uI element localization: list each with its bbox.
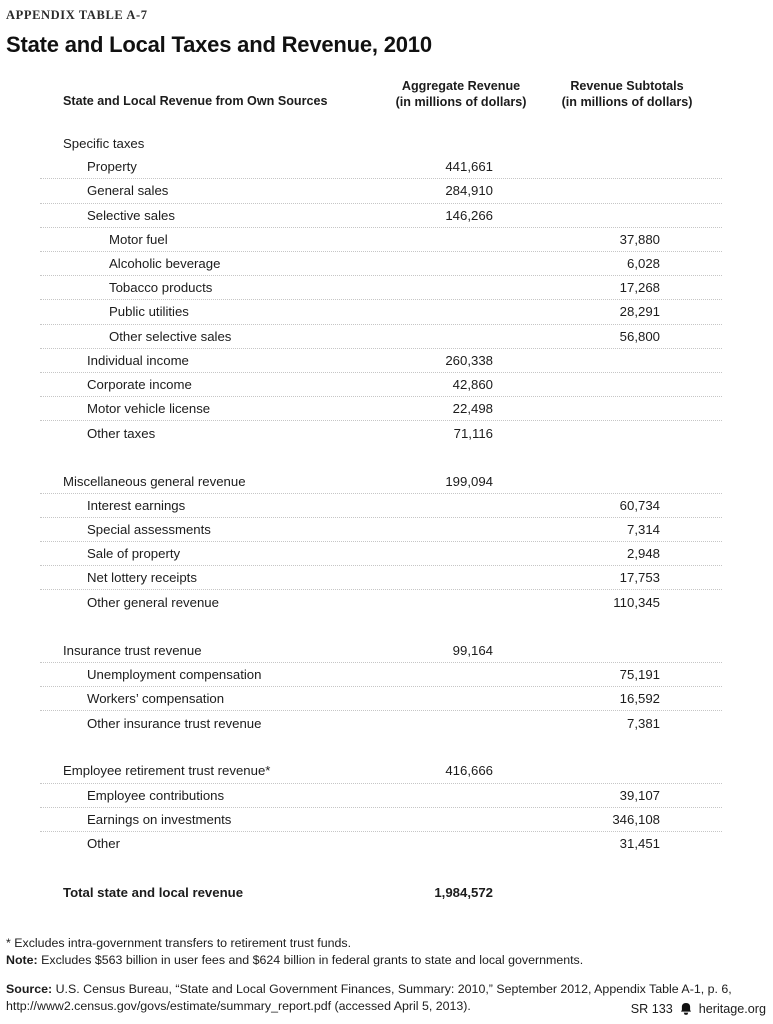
row-label: Employee retirement trust revenue* xyxy=(63,763,271,779)
revenue-table xyxy=(40,72,722,904)
table-row xyxy=(40,590,722,614)
subtotal-value: 60,734 xyxy=(619,497,660,513)
subtotal-value: 16,592 xyxy=(619,691,660,707)
subtotal-value: 39,107 xyxy=(619,787,660,803)
table-row xyxy=(40,155,722,179)
aggregate-value: 99,164 xyxy=(452,642,493,658)
row-label: Alcoholic beverage xyxy=(109,256,221,272)
column-header-subtotals-line2: (in millions of dollars) xyxy=(561,94,693,109)
subtotal-value: 7,381 xyxy=(626,715,660,731)
table-row xyxy=(40,349,722,373)
table-row xyxy=(40,325,722,349)
table-row xyxy=(40,300,722,324)
page-footer xyxy=(631,1002,766,1016)
row-label: Corporate income xyxy=(87,376,192,392)
table-row xyxy=(40,808,722,832)
row-label: Employee contributions xyxy=(87,787,225,803)
table-row xyxy=(40,663,722,687)
table-row xyxy=(40,276,722,300)
row-label: Specific taxes xyxy=(63,135,145,151)
row-label: Tobacco products xyxy=(109,280,213,296)
subtotal-value: 6,028 xyxy=(626,256,660,272)
table-row xyxy=(40,542,722,566)
aggregate-value: 441,661 xyxy=(445,159,493,175)
aggregate-value: 284,910 xyxy=(445,183,493,199)
table-row xyxy=(40,518,722,542)
row-label: Motor vehicle license xyxy=(87,401,211,417)
aggregate-value: 42,860 xyxy=(452,376,493,392)
table-row xyxy=(40,566,722,590)
table-row xyxy=(40,639,722,663)
aggregate-value: 71,116 xyxy=(453,425,493,441)
table-row xyxy=(40,179,722,203)
table-row xyxy=(40,421,722,445)
row-label: Other selective sales xyxy=(109,328,232,344)
row-label: Public utilities xyxy=(109,304,189,320)
table-row xyxy=(40,687,722,711)
column-header-aggregate-line1: Aggregate Revenue xyxy=(401,78,521,93)
footnote-line: http://www2.census.gov/govs/estimate/summary_report.pdf (accessed April 5, 2013). xyxy=(6,998,471,1013)
footnote-line: Note: Excludes $563 billion in user fees and $624 billion in federal grants to state and local governments. xyxy=(6,952,584,967)
row-label: Net lottery receipts xyxy=(87,570,197,586)
table-row xyxy=(40,784,722,808)
row-label: Unemployment compensation xyxy=(87,666,262,682)
column-header-subtotals xyxy=(527,78,727,110)
row-label: Total state and local revenue xyxy=(63,884,244,900)
column-header-aggregate-line2: (in millions of dollars) xyxy=(395,94,527,109)
liberty-bell-icon xyxy=(679,1002,693,1016)
row-label: Other taxes xyxy=(87,425,156,441)
row-label: Interest earnings xyxy=(87,497,186,513)
row-label: General sales xyxy=(87,183,169,199)
table-body xyxy=(40,131,722,904)
page-title: State and Local Taxes and Revenue, 2010 xyxy=(6,32,432,57)
subtotal-value: 17,268 xyxy=(619,280,660,296)
aggregate-value: 260,338 xyxy=(445,352,493,368)
footnote-line: * Excludes intra-government transfers to retirement trust funds. xyxy=(6,936,352,951)
table-row xyxy=(40,204,722,228)
row-label: Sale of property xyxy=(87,546,181,562)
subtotal-value: 56,800 xyxy=(619,328,660,344)
row-label: Property xyxy=(87,159,137,175)
table-row xyxy=(40,252,722,276)
table-row xyxy=(40,373,722,397)
row-label: Insurance trust revenue xyxy=(63,642,202,658)
row-label: Special assessments xyxy=(87,521,211,537)
subtotal-value: 2,948 xyxy=(626,546,660,562)
table-header-row xyxy=(40,72,722,110)
aggregate-value: 199,094 xyxy=(445,473,493,489)
report-number: SR 133 xyxy=(630,1002,673,1016)
row-label: Other xyxy=(87,836,120,852)
table-row xyxy=(40,131,722,155)
table-row xyxy=(40,494,722,518)
table-row xyxy=(40,759,722,783)
aggregate-value: 416,666 xyxy=(445,763,493,779)
subtotal-value: 31,451 xyxy=(619,836,660,852)
row-label: Other insurance trust revenue xyxy=(87,715,262,731)
aggregate-value: 146,266 xyxy=(445,207,493,223)
row-label: Miscellaneous general revenue xyxy=(63,473,246,489)
subtotal-value: 17,753 xyxy=(619,570,660,586)
column-header-sources: State and Local Revenue from Own Sources xyxy=(63,93,328,108)
subtotal-value: 75,191 xyxy=(619,666,660,682)
site-name: heritage.org xyxy=(698,1002,766,1016)
subtotal-value: 7,314 xyxy=(626,521,660,537)
row-label: Earnings on investments xyxy=(87,811,232,827)
table-row xyxy=(40,397,722,421)
row-label: Workers’ compensation xyxy=(87,691,225,707)
subtotal-value: 28,291 xyxy=(619,304,660,320)
row-label: Motor fuel xyxy=(109,231,168,247)
row-label: Other general revenue xyxy=(87,594,219,610)
subtotal-value: 110,345 xyxy=(613,594,660,610)
subtotal-value: 37,880 xyxy=(619,231,660,247)
table-row xyxy=(40,469,722,493)
table-row xyxy=(40,832,722,856)
footnote-prefix: Source: xyxy=(6,982,53,997)
table-row xyxy=(40,711,722,735)
appendix-label: APPENDIX TABLE A-7 xyxy=(6,8,148,22)
column-header-subtotals-line1: Revenue Subtotals xyxy=(570,78,684,93)
subtotal-value: 346,108 xyxy=(612,811,660,827)
table-row xyxy=(40,228,722,252)
footnote-line: Source: U.S. Census Bureau, “State and Local Government Finances, Summary: 2010,” September 2012, Appendix Table A-1, p. 6, xyxy=(6,982,732,997)
aggregate-value: 1,984,572 xyxy=(434,884,493,900)
row-label: Individual income xyxy=(87,352,189,368)
footnote-prefix: Note: xyxy=(6,952,38,967)
aggregate-value: 22,498 xyxy=(452,401,493,417)
table-row xyxy=(40,880,722,904)
row-label: Selective sales xyxy=(87,207,175,223)
